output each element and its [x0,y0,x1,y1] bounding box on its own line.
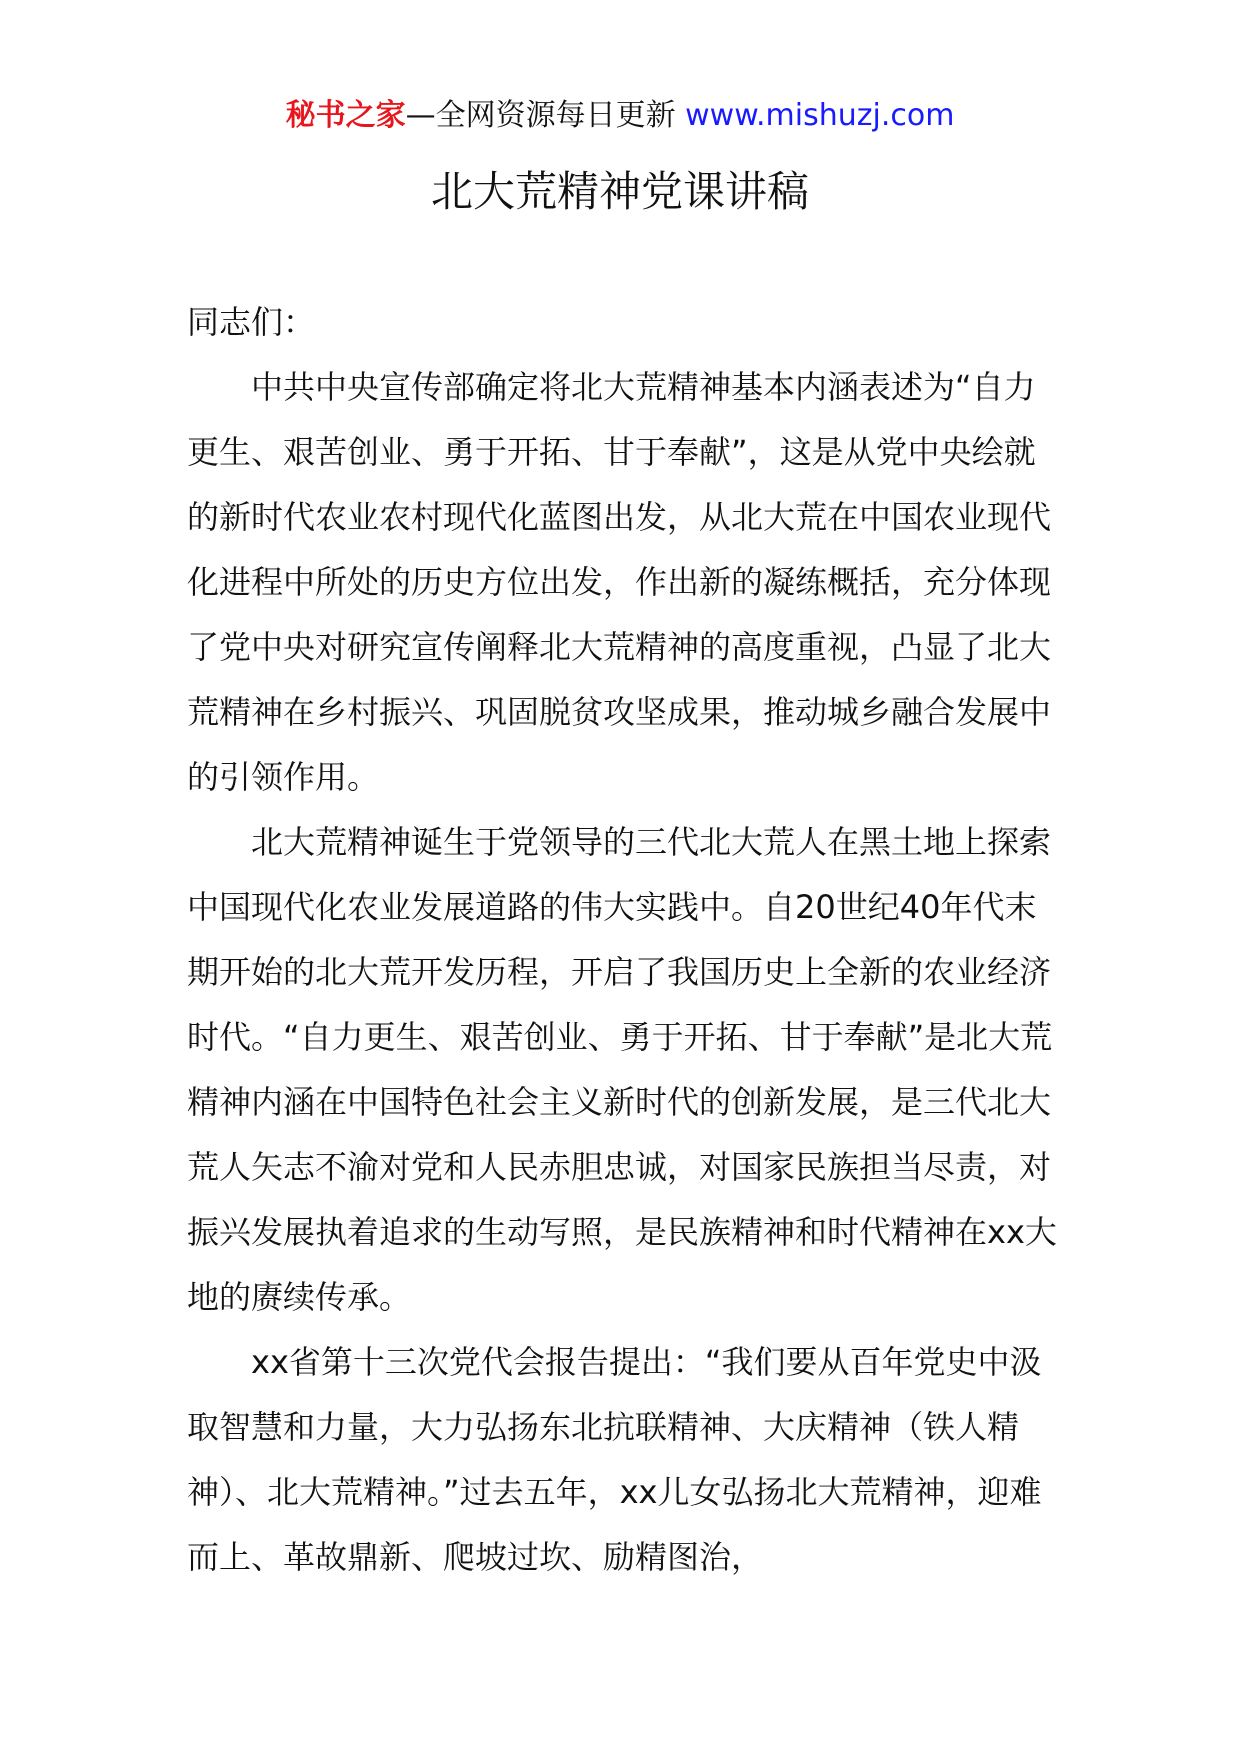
site-brand: 秘书之家 [285,98,406,133]
paragraph: 中共中央宣传部确定将北大荒精神基本内涵表述为“自力更生、艰苦创业、勇于开拓、甘于奉献”，这是从党中央绘就的新时代农业农村现代化蓝图出发，从北大荒在中国农业现代化进程中所处的历史方位出发，作出新的凝练概括，充分体现了党中央对研究宣传阐释北大荒精神的高度重视，凸显了北大荒精神在乡村振兴、巩固脱贫攻坚成果，推动城乡融合发展中的引领作用。 [187,368,1052,796]
document-body [187,290,1057,1590]
document-title: 北大荒精神党课讲稿 [430,167,809,216]
salutation: 同志们： [187,303,316,341]
paragraph: 北大荒精神诞生于党领导的三代北大荒人在黑土地上探索中国现代化农业发展道路的伟大实践中。自20世纪40年代末期开始的北大荒开发历程，开启了我国历史上全新的农业经济时代。“自力更生、艰苦创业、勇于开拓、甘于奉献”是北大荒精神内涵在中国特色社会主义新时代的创新发展，是三代北大荒人矢志不渝对党和人民赤胆忠诚，对国家民族担当尽责，对振兴发展执着追求的生动写照，是民族精神和时代精神在xx大地的赓续传承。 [187,823,1057,1316]
paragraph: xx省第十三次党代会报告提出：“我们要从百年党史中汲取智慧和力量，大力弘扬东北抗联精神、大庆精神（铁人精神）、北大荒精神。”过去五年，xx儿女弘扬北大荒精神，迎难而上、革故鼎新、爬坡过坎、励精图治， [187,1343,1042,1576]
site-header [0,96,1240,136]
site-tagline: —全网资源每日更新 [405,98,686,133]
site-url-link[interactable]: www.mishuzj.com [685,98,955,133]
